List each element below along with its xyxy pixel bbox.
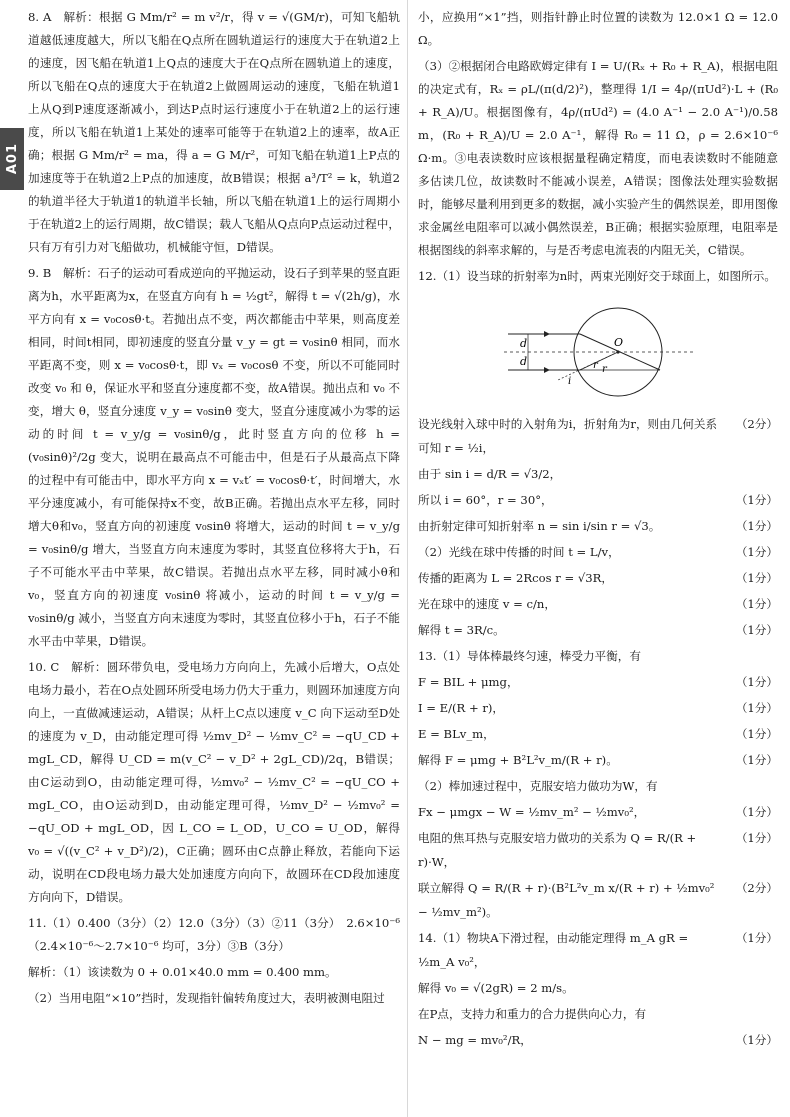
equation-row: 14.（1）物块A下滑过程，由动能定理得 m_A gR = ½m_A v₀²， （1分） [418, 931, 778, 969]
equation-row: 联立解得 Q = R/(R + r)·(B²L²v_m x/(R + r) + ½mv₀² − ½mv_m²)。 （2分） [418, 881, 778, 919]
equation-row: 传播的距离为 L = 2Rcos r = √3R， （1分） [418, 571, 778, 585]
answer-11-key: 11.（1）0.400（3分）（2）12.0（3分）（3）②11（3分） 2.6×10⁻⁶（2.4×10⁻⁶～2.7×10⁻⁶ 均可，3分）③B（3分） [28, 916, 400, 953]
ray-upper-arrow [544, 331, 550, 337]
equation-row: F = BIL + μmg， （1分） [418, 675, 778, 689]
equation-row: 13.（1）导体棒最终匀速，棒受力平衡，有 [418, 649, 641, 663]
right-column [418, 6, 778, 1111]
left-column [28, 6, 400, 1111]
equation-row: 解得 t = 3R/c。 （1分） [418, 623, 778, 637]
center-point [616, 350, 619, 353]
normal-line [558, 352, 618, 380]
answer-8: 8. A 解析：根据 G Mm/r² = m v²/r，得 v = √(GM/r)，可知飞船轨道越低速度越大，所以飞船在Q点所在圆轨道运行的速度大于在轨道2上的速度，因飞船在轨道1上Q点的速度大于在Q点所在圆轨道上的速度，所以飞船在Q点的速度大于在轨道2上做圆周运动的速度，飞船在轨道1上从Q到P速度逐渐减小，到达P点时运行速度小于在轨道2上的运行速度，所以飞船在轨道1上某处的速率可能等于在轨道2上的速率，故A正确；根据 G Mm/r² = ma，得 a = G M/r²，可知飞船在轨道1上P点的加速度等于在轨道2上P点的加速度，故B错误；根据 a³/T² = k，轨道2的轨道半径大于轨道1的轨道半长轴，所以飞船在轨道1上的运行周期小于在轨道2上的运行周期，故C错误；载人飞船从Q点向P点运动过程中，只有万有引力对飞船做功，机械能守恒，D错误。 [28, 10, 400, 254]
equation-row: 所以 i = 60°，r = 30°， （1分） [418, 493, 778, 507]
label-d-bottom: d [520, 355, 528, 368]
section-tab [0, 128, 24, 190]
answer-12-intro: 12.（1）设当球的折射率为n时，两束光刚好交于球面上，如图所示。 [418, 269, 776, 283]
equation-row: 电阻的焦耳热与克服安培力做功的关系为 Q = R/(R + r)·W， （1分） [418, 831, 778, 869]
answer-11-analysis-2: （2）当用电阻“×10”挡时，发现指针偏转角度过大，表明被测电阻过 [28, 991, 385, 1005]
equation-row: E = BLv_m， （1分） [418, 727, 778, 741]
equation-row: Fx − μmgx − W = ½mv_m² − ½mv₀²， （1分） [418, 805, 778, 819]
equation-row: （2）棒加速过程中，克服安培力做功为W，有 [418, 779, 658, 793]
equation-row: 由折射定律可知折射率 n = sin i/sin r = √3。 （1分） [418, 519, 778, 533]
column-divider [407, 0, 408, 1117]
equation-row: 解得 F = μmg + B²L²v_m/(R + r)。 （1分） [418, 753, 778, 767]
label-radius: r [602, 364, 607, 375]
label-d-top: d [520, 337, 528, 350]
equation-row: 光在球中的速度 v = c/n， （1分） [418, 597, 778, 611]
equation-row: （2）光线在球中传播的时间 t = L/v， （1分） [418, 545, 778, 559]
answer-12-part2 [418, 540, 778, 642]
equation-row: 由于 sin i = d/R = √3/2， [418, 467, 562, 481]
answer-13 [418, 644, 778, 924]
sphere-refraction-figure [418, 292, 778, 410]
answer-10: 10. C 解析：圆环带负电，受电场力方向向上，先减小后增大，O点处电场力最小，若在O点处圆环所受电场力仍大于重力，则圆环加速度方向向上，一直做减速运动，A错误；从杆上C点以速度 v_C 向下运动至D处的速度为 v_D，由动能定理可得 ½mv_D² − ½mv_C² = −qU_CD + mgL_CD，解得 U_CD = m(v_C² − v_D² + 2gL_CD)/2q，B错误；由C运动到O，由动能定理可得，½mv₀² − ½mv_C² = −qU_CO + mgL_CO，由O运动到D，由动能定理可得，½mv_D² − ½mv₀² = −qU_OD + mgL_OD，因 L_CO = L_OD，U_CO = U_OD，解得 v₀ = √((v_C² + v_D²)/2)，C正确；圆环由C点静止释放，若能向下运动，说明在CD段电场力最大处加速度方向向下，故圆环在CD段加速度方向向下，D错误。 [28, 660, 400, 904]
equation-row: 设光线射入球中时的入射角为i，折射角为r，则由几何关系可知 r = ½i， （2分） [418, 417, 778, 455]
label-center: O [614, 336, 624, 349]
equation-row: 在P点，支持力和重力的合力提供向心力，有 [418, 1007, 647, 1021]
equation-row: 解得 v₀ = √(2gR) = 2 m/s。 [418, 981, 574, 995]
ray-lower-arrow [544, 367, 550, 373]
answer-12-part1 [418, 412, 778, 538]
answer-11-continued: 小，应换用“×1”挡，则指针静止时位置的读数为 12.0×1 Ω = 12.0 Ω。 [418, 10, 778, 47]
answer-11-part3: （3）②根据闭合电路欧姆定律有 I = U/(Rₓ + R₀ + R_A)，根据电阻的决定式有，Rₓ = ρL/(π(d/2)²)，整理得 1/I = 4ρ/(πUd²)·L + (R₀ + R_A)/U。根据图像有，4ρ/(πUd²) = (4.0 A⁻¹ − 2.0 A⁻¹)/0.58 m，(R₀ + R_A)/U = 2.0 A⁻¹，解得 R₀ = 11 Ω，ρ = 2.6×10⁻⁶ Ω·m。③电表读数时应该根据量程确定精度，而电表读数时不能随意多估读几位，故读数时不能减小误差，A错误；图像法处理实验数据时，能够尽量利用到更多的数据，减小实验产生的偶然误差，即用图像求金属丝电阻率可以减小偶然误差，B正确；根据实验原理，电阻率是根据图线的斜率求解的，与是否考虑电流表的内阻无关，C错误。 [418, 59, 778, 257]
label-incidence: i [568, 376, 572, 387]
equation-row: I = E/(R + r)， （1分） [418, 701, 778, 715]
section-tab-label: A01 [4, 143, 20, 175]
answer-14 [418, 926, 778, 1052]
refraction-diagram [498, 292, 698, 410]
label-refraction: r [593, 360, 598, 371]
answer-11-analysis-1: 解析：（1）该读数为 0 + 0.01×40.0 mm = 0.400 mm。 [28, 965, 337, 979]
answer-9: 9. B 解析：石子的运动可看成逆向的平抛运动，设石子到苹果的竖直距离为h，水平距离为x，在竖直方向有 h = ½gt²，解得 t = √(2h/g)，水平方向有 x = v₀cosθ·t。若抛出点不变，两次都能击中苹果，则高度差相同，时间t相同，即初速度的竖直分量 v_y = gt = v₀sinθ 相同，而水平距离不变，则 x = v₀cosθ·t，即 vₓ = v₀cosθ 不变，所以不可能同时改变 v₀ 和 θ，保证水平和竖直分速度都不变，故A错误。抛出点和 v₀ 不变，增大 θ，竖直分速度 v_y = v₀sinθ 变大，竖直分速度减小为零的运动的时间 t = v_y/g = v₀sinθ/g，此时竖直方向的位移 h = (v₀sinθ)²/2g 变大，说明在最高点不可能击中，但是石子从最高点下降的过程中有可能击中，即水平方向 x = vₓt′ = v₀cosθ·t′，时间增大，水平分速度减小，有可能保持x不变，故B正确。若抛出点水平左移，同时增大θ和v₀，竖直方向的初速度 v₀sinθ 将增大，运动的时间 t = v_y/g = v₀sinθ/g 增大，当竖直方向末速度为零时，其竖直位移将大于h，石子不可能水平击中苹果，故C错误。若抛出点水平左移，同时减小θ和v₀，竖直方向的初速度 v₀sinθ 将减小，运动的时间 t = v_y/g = v₀sinθ/g 减小，当竖直方向末速度为零时，其竖直位移小于h，石子不能水平击中苹果，D错误。 [28, 266, 400, 648]
equation-row: N − mg = mv₀²/R， （1分） [418, 1033, 778, 1047]
